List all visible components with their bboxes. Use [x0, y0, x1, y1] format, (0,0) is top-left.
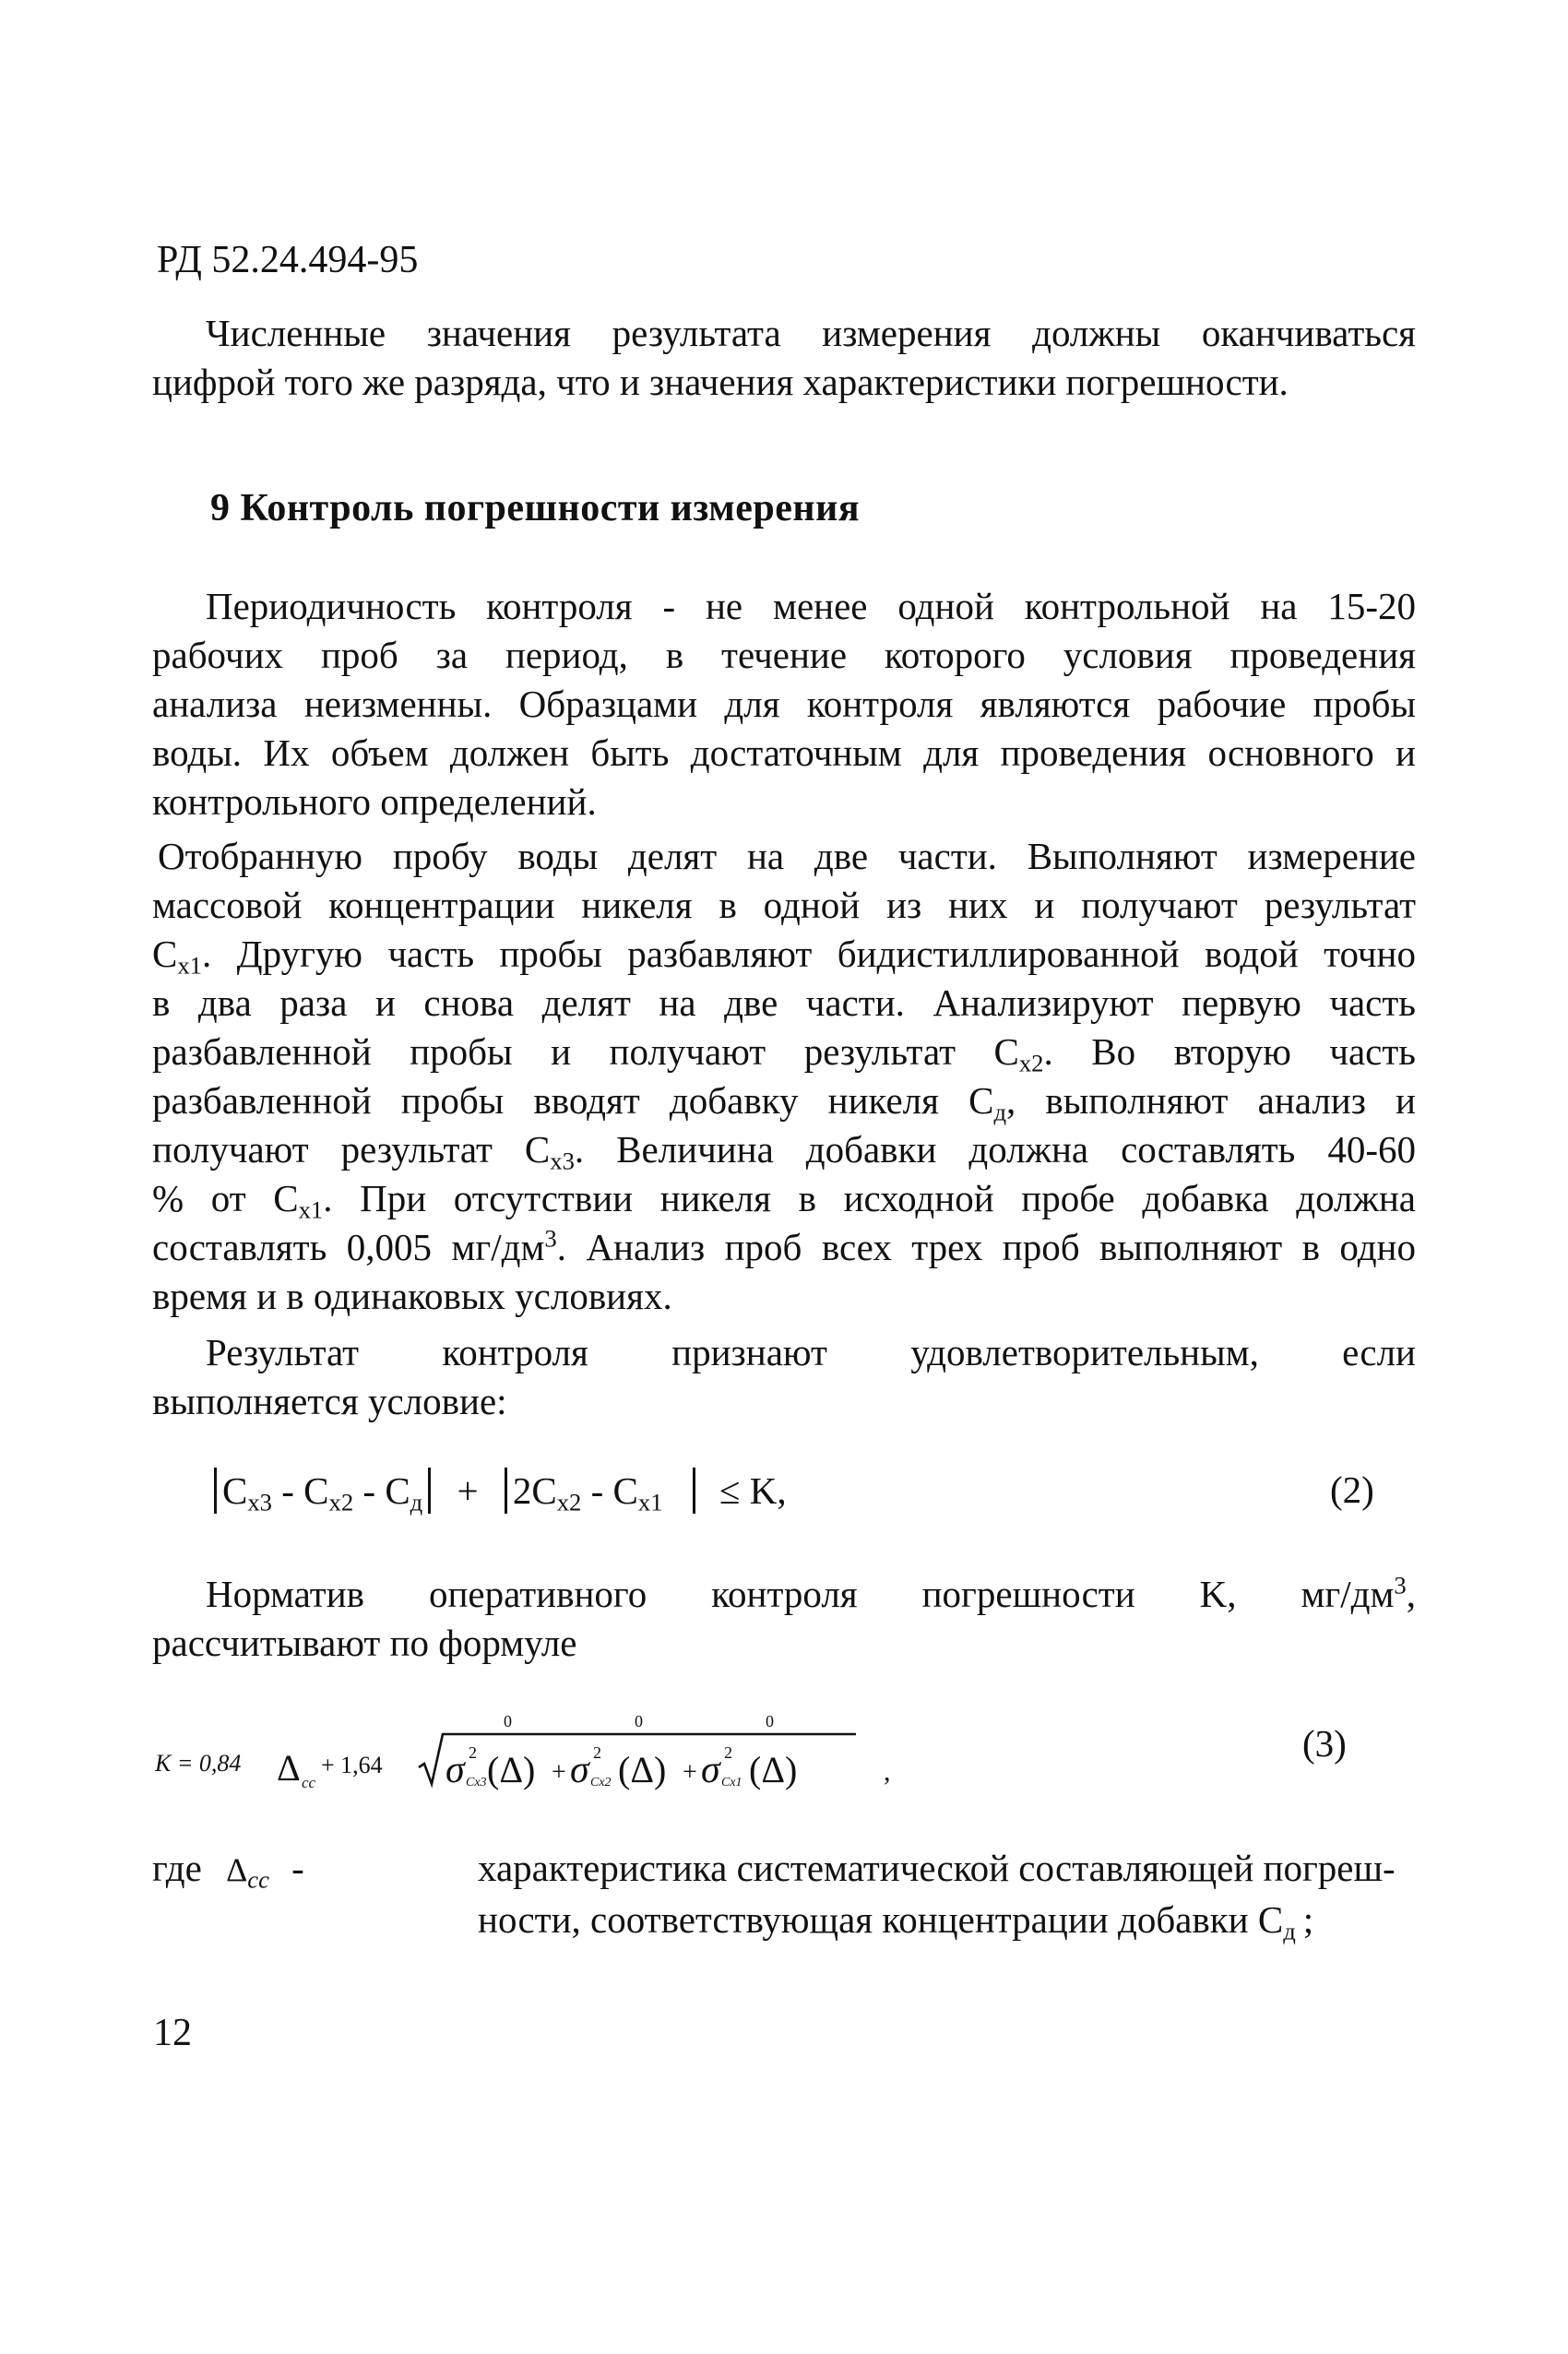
svg-text:0: 0 — [635, 1714, 643, 1730]
intro-line-1: Численные значения результата измерения должны оканчиваться — [206, 312, 1416, 354]
periodicity-line-3: анализа неизменны. Образцами для контроля являются рабочие пробы — [152, 683, 1416, 725]
where-clause: где $\Delta_{сс}$ - характеристика систематической составляющей погреш- ности, соответствующая концентрации добавки $C_д$ ; — [152, 1843, 304, 1895]
svg-text:σ: σ — [445, 1749, 465, 1791]
svg-text:(Δ): (Δ) — [749, 1749, 798, 1790]
result-line-1: Результат контроля признают удовлетворительным, если — [206, 1331, 1416, 1373]
where-line-2: ности, соответствующая концентрации добавки $C_д$ ; — [478, 1898, 1314, 1945]
procedure-line-8: % от $C_{x1}$. При отсутствии никеля в исходной пробе добавка должна — [152, 1177, 1416, 1224]
procedure-line-4: в два раза и снова делят на две части. Анализируют первую часть — [152, 981, 1416, 1024]
procedure-line-1: Отобранную пробу воды делят на две части. Выполняют измерение — [158, 835, 1416, 877]
result-paragraph — [152, 1328, 1416, 1426]
periodicity-line-1: Периодичность контроля - не менее одной контрольной на 15-20 — [206, 585, 1416, 627]
periodicity-line-2: рабочих проб за период, в течение которого условия проведения — [152, 634, 1416, 676]
svg-text:0: 0 — [766, 1714, 774, 1730]
abs-bar-3 — [505, 1468, 507, 1514]
norm-line-1: Норматив оперативного контроля погрешности K, $мг/дм^3$, — [206, 1571, 1416, 1615]
abs-bar-4 — [693, 1468, 695, 1514]
periodicity-line-4: воды. Их объем должен быть достаточным для проведения основного и — [152, 731, 1416, 774]
procedure-line-7: получают результат $C_{x3}$. Величина добавки должна составлять 40-60 — [152, 1128, 1416, 1175]
procedure-line-9: составлять 0,005 $мг/дм^3$. Анализ проб всех трех проб выполняют в одно — [152, 1224, 1416, 1268]
result-line-2: выполняется условие: — [152, 1380, 507, 1422]
procedure-line-3: $C_{x1}$. Другую часть пробы разбавляют бидистиллированной водой точно — [152, 933, 1416, 980]
svg-text:(Δ): (Δ) — [487, 1749, 536, 1790]
formula-3-lhs: K = 0,84 — [155, 1750, 242, 1777]
svg-text:0: 0 — [504, 1714, 512, 1730]
svg-text:сс: сс — [302, 1774, 316, 1791]
intro-paragraph — [152, 309, 1416, 407]
periodicity-paragraph — [152, 582, 1416, 826]
svg-text:(Δ): (Δ) — [618, 1749, 667, 1790]
formula-2: $C_{x3} - C_{x2} - C_д + 2C_{x2} - C_{x1} \le K$, — [208, 1468, 787, 1514]
intro-line-2: цифрой того же разряда, что и значения характеристики погрешности. — [152, 361, 1289, 403]
document-code: РД 52.24.494-95 — [157, 239, 419, 281]
procedure-line-6: разбавленной пробы вводят добавку никеля $C_д$, выполняют анализ и — [152, 1079, 1416, 1126]
procedure-line-2: массовой концентрации никеля в одной из них и получают результат — [152, 884, 1416, 926]
page-number: 12 — [153, 2012, 192, 2054]
svg-text:,: , — [884, 1756, 891, 1787]
svg-text:σ: σ — [570, 1749, 589, 1791]
svg-text:Cx3: Cx3 — [466, 1776, 487, 1789]
where-line-1: характеристика систематической составляющей погреш- — [478, 1847, 1396, 1889]
procedure-line-10: время и в одинаковых условиях. — [152, 1275, 672, 1317]
norm-paragraph — [152, 1570, 1416, 1668]
where-delta: Δ — [226, 1851, 248, 1888]
equation-number-2: (2) — [1330, 1468, 1374, 1511]
svg-text:+ 1,64: + 1,64 — [321, 1752, 383, 1778]
svg-text:2: 2 — [593, 1743, 601, 1762]
procedure-paragraph — [152, 832, 1416, 1321]
svg-text:σ: σ — [701, 1749, 720, 1791]
svg-text:+: + — [552, 1758, 566, 1787]
periodicity-line-5: контрольного определений. — [152, 780, 597, 823]
norm-line-2: рассчитывают по формуле — [152, 1622, 577, 1664]
svg-text:Cx2: Cx2 — [590, 1776, 612, 1789]
delta-symbol: Δ — [277, 1747, 301, 1789]
abs-bar-2 — [428, 1468, 431, 1514]
svg-text:2: 2 — [469, 1743, 477, 1762]
formula-3 — [155, 1714, 985, 1815]
abs-bar-1 — [214, 1468, 217, 1514]
where-lead: где — [152, 1847, 202, 1889]
procedure-line-5: разбавленной пробы и получают результат $C_{x2}$. Во вторую часть — [152, 1030, 1416, 1077]
svg-text:2: 2 — [724, 1743, 732, 1762]
svg-text:Cx1: Cx1 — [721, 1776, 742, 1789]
equation-number-3: (3) — [1302, 1722, 1347, 1765]
svg-text:+: + — [683, 1758, 697, 1787]
section-heading: 9 Контроль погрешности измерения — [210, 487, 861, 529]
